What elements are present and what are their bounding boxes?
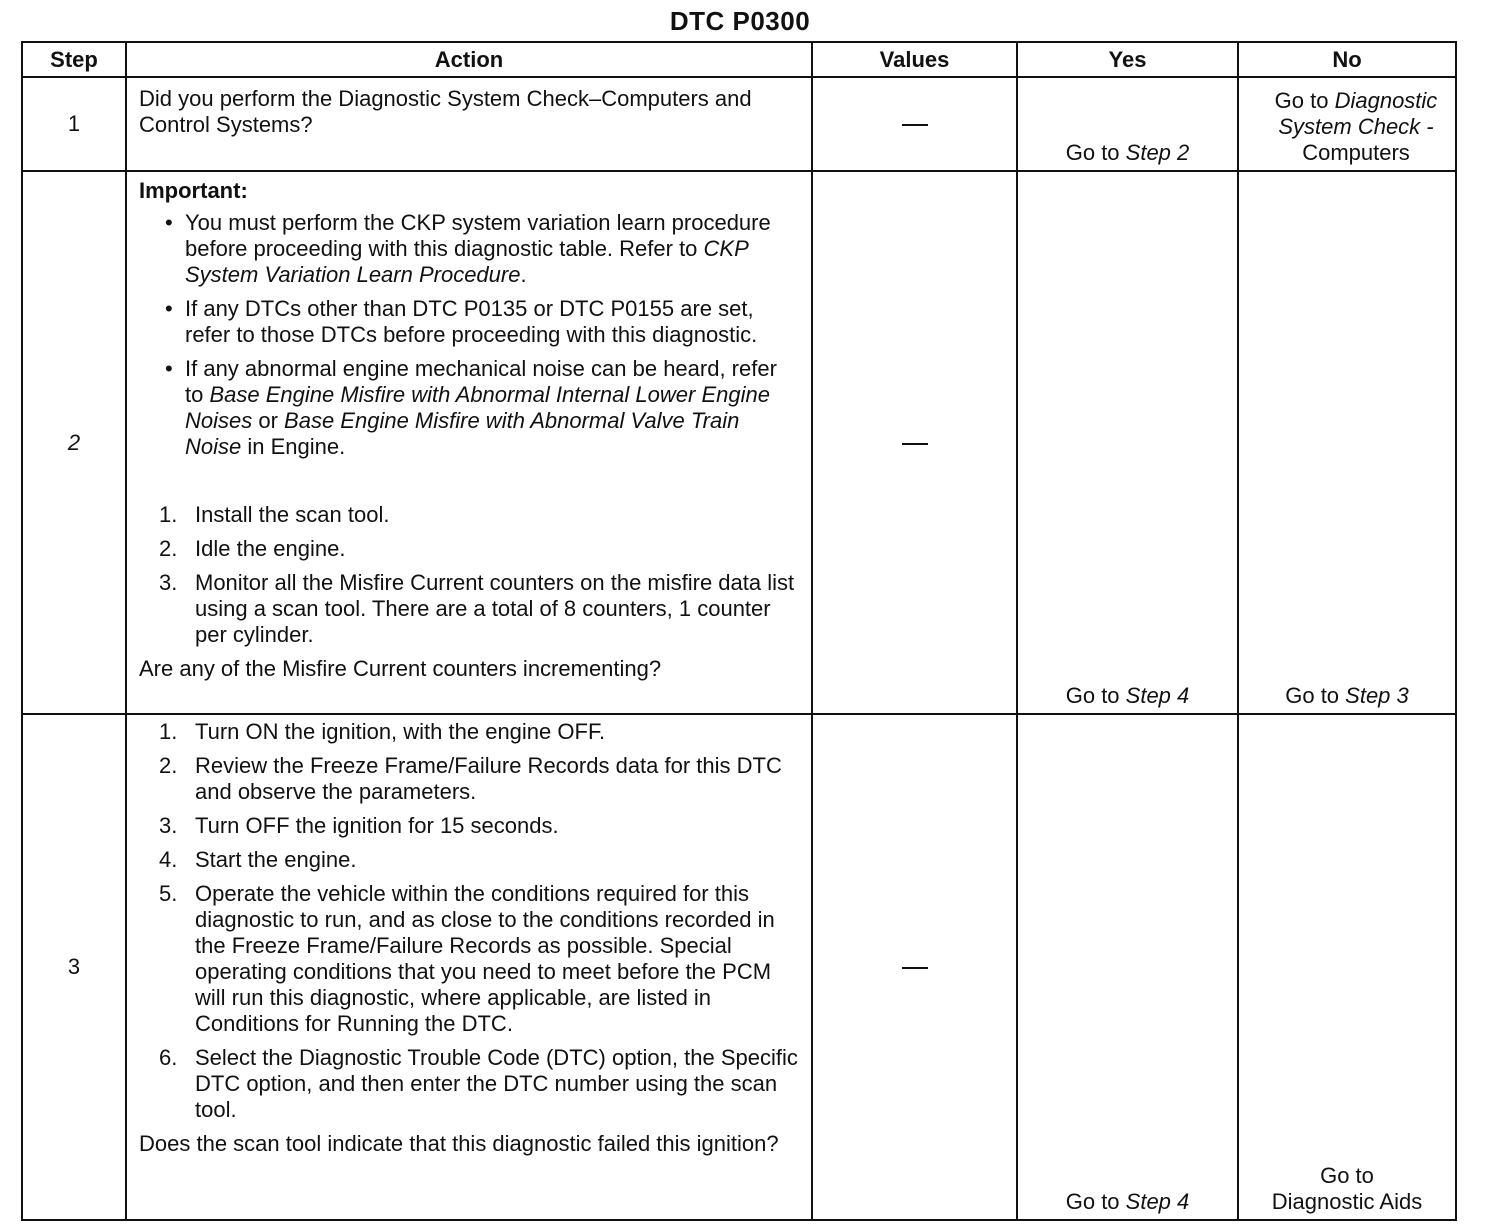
list-item: • If any abnormal engine mechanical noise can be heard, refer to Base Engine Misfire with Abnormal Internal Lower Engine Noises or Base Engine Misfire with Abnormal Valve Train Noise in Engine. [165,356,801,460]
diagnostic-table [21,41,1457,1221]
no-link[interactable]: Step 3 [1345,683,1409,708]
procedure-link[interactable]: CKP System Variation Learn Procedure [185,236,748,287]
no-link[interactable]: Diagnostic System Check - [1278,88,1438,139]
list-item: 5. Operate the vehicle within the conditions required for this diagnostic to run, and as close to the conditions recorded in the Freeze Frame/Failure Records as possible. Special operating conditions that you need to meet before the PCM will run this diagnostic, where applicable, are listed in Conditions for Running the DTC. [159,881,775,1036]
yes-cell: Go to Step 4 [1017,171,1238,714]
action-question: Does the scan tool indicate that this diagnostic failed this ignition? [139,1131,779,1156]
no-cell: Go to Step 3 [1238,171,1456,714]
step-number: 2 [22,171,126,714]
list-item: • If any DTCs other than DTC P0135 or DTC P0155 are set, refer to those DTCs before proceeding with this diagnostic. [165,296,801,348]
document-title: DTC P0300 [669,6,811,36]
header-yes: Yes [1017,42,1238,77]
dash-mark [902,124,928,126]
table-row [22,77,1456,171]
dash-mark [902,967,928,969]
header-no: No [1238,42,1456,77]
list-item: 3. Monitor all the Misfire Current counters on the misfire data list using a scan tool. There are a total of 8 counters, 1 counter per cylinder. [159,570,795,647]
values-cell [812,714,1017,1220]
no-cell: Go to Diagnostic System Check - Computers [1238,77,1456,171]
header-values: Values [812,42,1017,77]
yes-cell: Go to Step 2 [1017,77,1238,171]
list-item: 1. Install the scan tool. [159,502,390,527]
action-question: Are any of the Misfire Current counters incrementing? [139,656,662,681]
list-item: 2. Review the Freeze Frame/Failure Records data for this DTC and observe the parameters. [159,753,782,804]
action-cell [126,77,812,171]
step-number: 3 [22,714,126,1220]
important-label: Important: [139,178,248,203]
action-cell [126,714,812,1220]
step-number: 1 [22,77,126,171]
table-row [22,171,1456,714]
table-row [22,714,1456,1220]
list-item: 2. Idle the engine. [159,536,346,561]
procedure-link[interactable]: Base Engine Misfire with Abnormal Valve Train Noise [185,408,740,459]
yes-link[interactable]: Step 4 [1125,1189,1190,1214]
list-item: 6. Select the Diagnostic Trouble Code (DTC) option, the Specific DTC option, and then enter the DTC number using the scan tool. [159,1045,798,1122]
header-step: Step [22,42,126,77]
header-action: Action [126,42,812,77]
action-question: Did you perform the Diagnostic System Check–Computers and Control Systems? [139,86,752,137]
list-item: 1. Turn ON the ignition, with the engine OFF. [159,719,606,744]
no-link[interactable]: Diagnostic Aids [1271,1189,1423,1214]
procedure-link[interactable]: Base Engine Misfire with Abnormal Internal Lower Engine Noises [185,382,770,433]
list-item: 4. Start the engine. [159,847,357,872]
list-item: • You must perform the CKP system variation learn procedure before proceeding with this diagnostic table. Refer to CKP System Variation Learn Procedure. [165,210,801,288]
dash-mark [902,443,928,445]
header-row [22,42,1456,77]
values-cell [812,77,1017,171]
list-item: 3. Turn OFF the ignition for 15 seconds. [159,813,559,838]
values-cell [812,171,1017,714]
yes-link[interactable]: Step 4 [1125,683,1190,708]
no-cell: Go to Diagnostic Aids [1238,714,1456,1220]
yes-cell: Go to Step 4 [1017,714,1238,1220]
action-cell [126,171,812,714]
yes-link[interactable]: Step 2 [1125,140,1190,165]
